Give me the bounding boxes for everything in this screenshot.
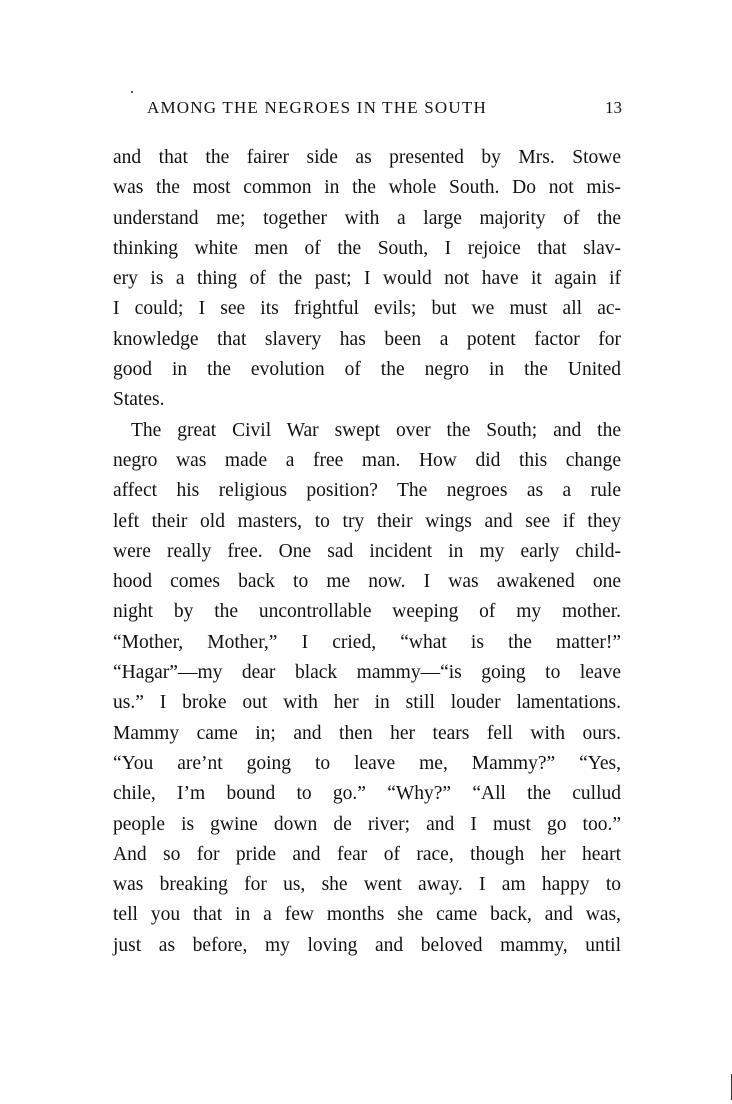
text-line: And so for pride and fear of race, though her heart	[113, 843, 621, 865]
text-line: “Hagar”—my dear black mammy—“is going to leave	[113, 662, 621, 684]
text-line: knowledge that slavery has been a potent factor for	[113, 328, 621, 350]
text-line: night by the uncontrollable weeping of my mother.	[113, 601, 621, 623]
text-line: people is gwine down de river; and I must go too.”	[113, 813, 621, 835]
text-line: The great Civil War swept over the South; and the	[131, 419, 621, 441]
text-line: were really free. One sad incident in my early child-	[113, 540, 621, 562]
text-line: left their old masters, to try their wings and see if they	[113, 510, 621, 532]
text-line: ery is a thing of the past; I would not have it again if	[113, 268, 621, 290]
running-title: AMONG THE NEGROES IN THE SOUTH	[147, 98, 487, 117]
text-line: “Mother, Mother,” I cried, “what is the matter!”	[113, 631, 621, 653]
text-line: affect his religious position? The negroes as a rule	[113, 480, 621, 502]
text-line: negro was made a free man. How did this change	[113, 449, 621, 471]
text-line: States.	[113, 389, 165, 411]
text-line: hood comes back to me now. I was awakened one	[113, 571, 621, 593]
text-line: thinking white men of the South, I rejoice that slav-	[113, 237, 621, 259]
text-line: was breaking for us, she went away. I am happy to	[113, 874, 621, 896]
paragraph-2	[113, 416, 621, 961]
text-line: Mammy came in; and then her tears fell with ours.	[113, 722, 621, 744]
text-line: just as before, my loving and beloved mammy, until	[113, 934, 621, 956]
text-line: chile, I’m bound to go.” “Why?” “All the cullud	[113, 783, 621, 805]
page-number: 13	[605, 98, 622, 117]
page-header	[147, 98, 622, 122]
text-line: us.” I broke out with her in still louder lamentations.	[113, 692, 621, 714]
text-line: good in the evolution of the negro in the United	[113, 359, 621, 381]
paragraph-1	[113, 143, 621, 416]
text-line: “You are’nt going to leave me, Mammy?” “Yes,	[113, 752, 621, 774]
text-line: I could; I see its frightful evils; but we must all ac-	[113, 298, 621, 320]
scan-speck	[131, 91, 133, 93]
text-line: understand me; together with a large majority of the	[113, 207, 621, 229]
text-line: was the most common in the whole South. Do not mis-	[113, 177, 621, 199]
page-body	[113, 143, 621, 961]
text-line: and that the fairer side as presented by Mrs. Stowe	[113, 147, 621, 168]
text-line: tell you that in a few months she came back, and was,	[113, 904, 621, 926]
